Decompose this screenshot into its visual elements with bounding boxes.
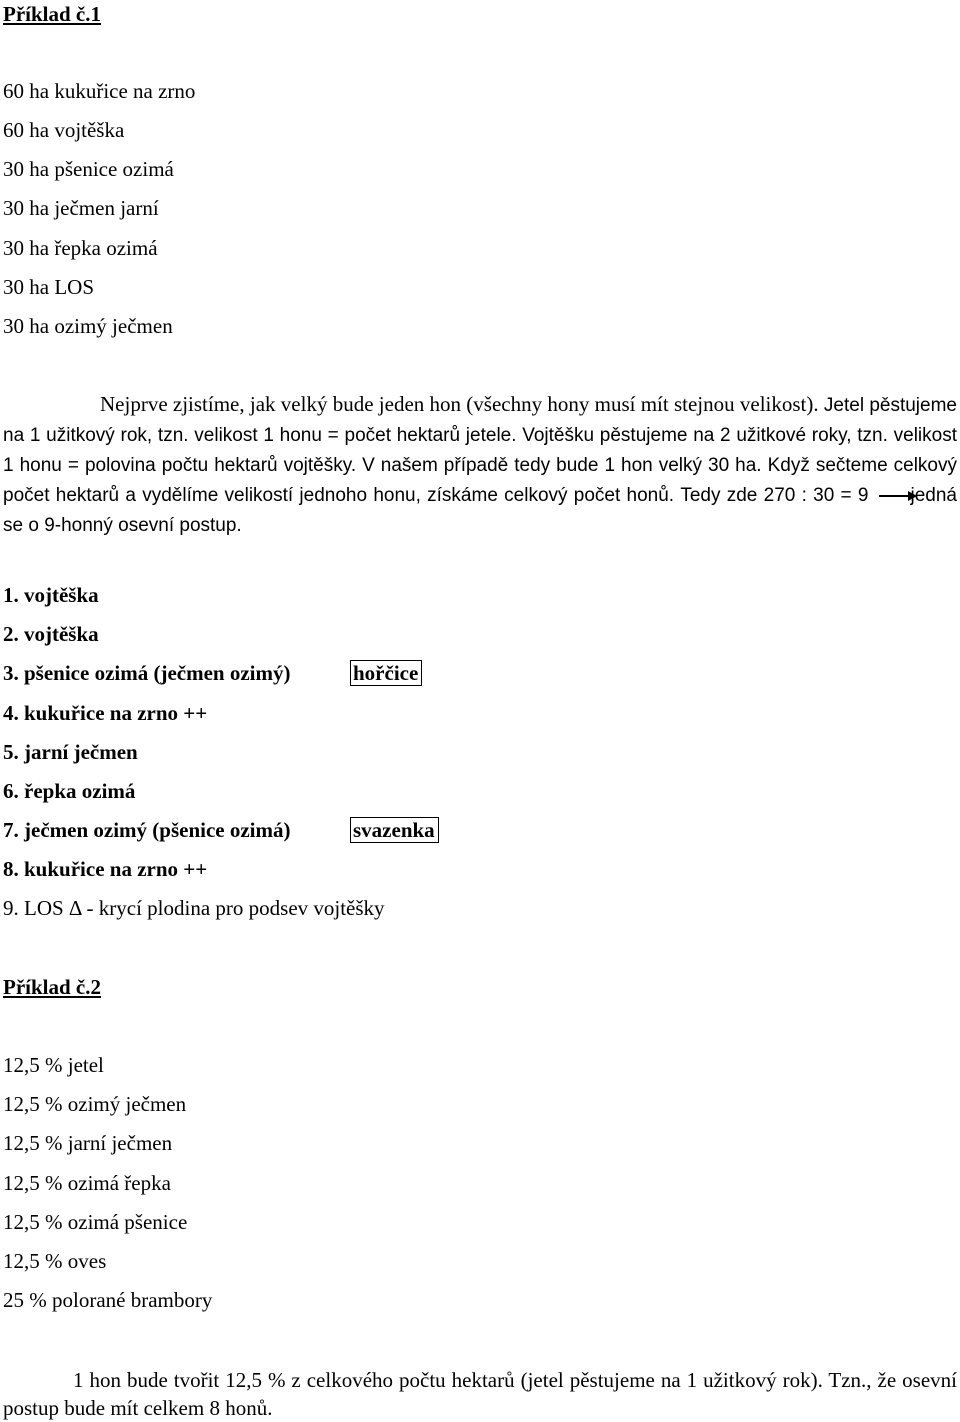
list-item	[3, 898, 385, 919]
list-item: 12,5 % ozimá řepka	[3, 1171, 171, 1195]
catch-crop-box: hořčice	[350, 660, 422, 686]
list-item: 30 ha ozimý ječmen	[3, 314, 173, 338]
list-item: 30 ha LOS	[3, 275, 94, 299]
list-item: 60 ha vojtěška	[3, 118, 125, 142]
explanation-text: Tedy zde 270 : 30 = 9	[680, 485, 869, 506]
list-item: 1. vojtěška	[3, 583, 99, 607]
example-1-heading: Příklad č.1	[3, 2, 101, 26]
list-item: 30 ha pšenice ozimá	[3, 157, 174, 181]
list-item: 12,5 % jetel	[3, 1053, 104, 1077]
list-item: 8. kukuřice na zrno ++	[3, 857, 208, 881]
list-item: 60 ha kukuřice na zrno	[3, 79, 196, 103]
list-item: 6. řepka ozimá	[3, 779, 136, 803]
hořčice-box-wrap	[350, 663, 422, 684]
list-item: 25 % polorané brambory	[3, 1288, 213, 1312]
list-item: 5. jarní ječmen	[3, 740, 138, 764]
list-item: 7. ječmen ozimý (pšenice ozimá)	[3, 818, 291, 842]
explanation-paragraph	[3, 390, 957, 540]
explanation-text: Když sečteme celkový počet hektarů a vydělíme velikostí jednoho honu, získáme celkový počet honů.	[3, 455, 957, 506]
list-item: 12,5 % ozimá pšenice	[3, 1210, 188, 1234]
list-item: 12,5 % jarní ječmen	[3, 1131, 173, 1155]
list-item: 30 ha ječmen jarní	[3, 196, 159, 220]
svazenka-box-wrap	[350, 820, 439, 841]
example-2-heading: Příklad č.2	[3, 975, 101, 999]
list-item: 3. pšenice ozimá (ječmen ozimý)	[3, 661, 291, 685]
explanation-text: V našem případě tedy bude 1 hon velký 30 ha.	[362, 455, 762, 476]
list-item: 12,5 % ozimý ječmen	[3, 1092, 187, 1116]
list-item: 12,5 % oves	[3, 1249, 107, 1273]
explanation-text: jedná se o 9-honný osevní postup.	[3, 485, 957, 536]
catch-crop-box: svazenka	[350, 817, 439, 843]
explanation-text: Nejprve zjistíme, jak velký bude jeden hon (všechny hony musí mít stejnou velikost).	[100, 392, 819, 416]
conclusion-paragraph: 1 hon bude tvořit 12,5 % z celkového počtu hektarů (jetel pěstujeme na 1 užitkový rok). Tzn., že osevní postup bude mít celkem 8 honů.	[3, 1368, 957, 1420]
explanation-text: Jetel pěstujeme na 1 užitkový rok, tzn. velikost 1 honu = počet hektarů jetele. Vojtěšku pěstujeme na 2 užitkové roky, tzn. velikost 1 honu = polovina počtu hektarů vojtěšky.	[3, 395, 957, 476]
list-item: 2. vojtěška	[3, 622, 99, 646]
rotation-last-item: 9. LOS Δ - krycí plodina pro podsev vojtěšky	[3, 896, 385, 920]
list-item: 30 ha řepka ozimá	[3, 236, 158, 260]
list-item: 4. kukuřice na zrno ++	[3, 701, 208, 725]
